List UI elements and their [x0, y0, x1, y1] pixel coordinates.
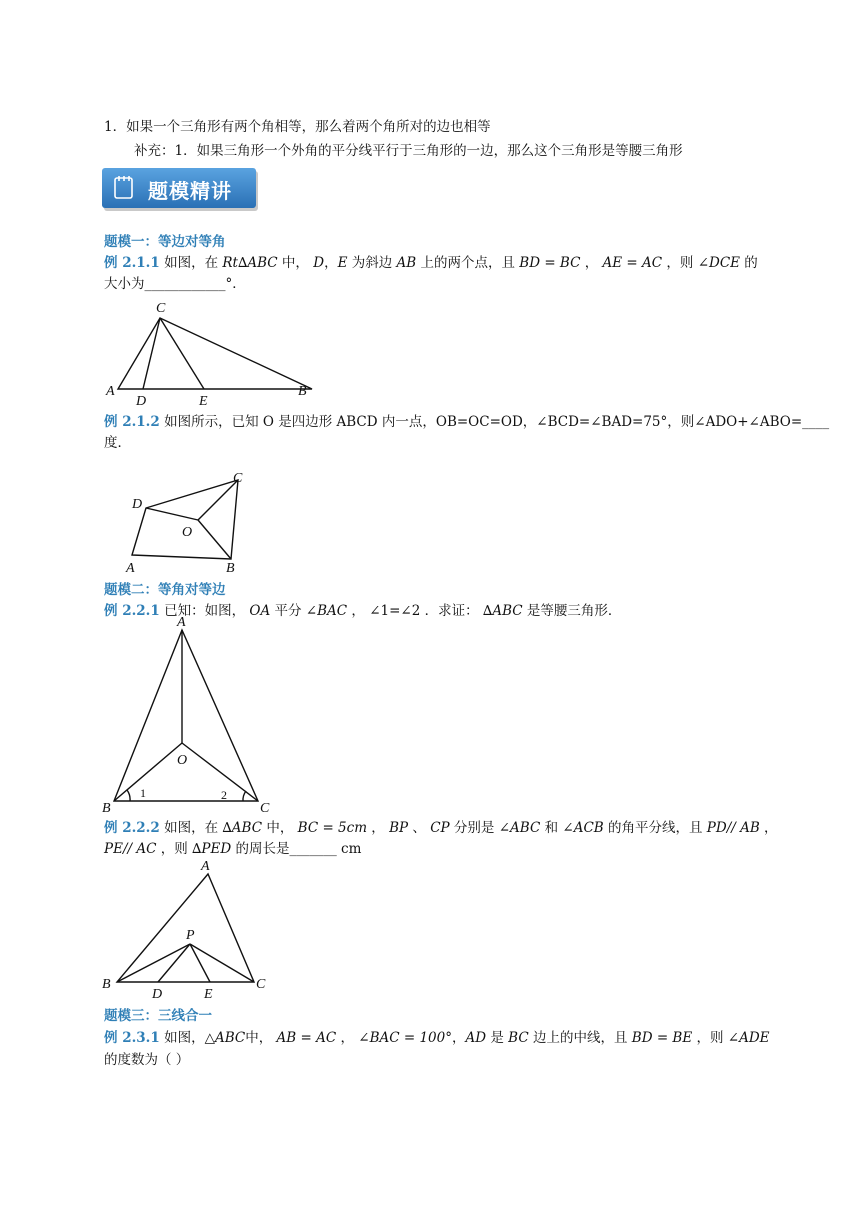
- text: 为斜边: [347, 255, 397, 271]
- label-d: D: [152, 987, 163, 1002]
- text: 的角平分线，且: [603, 820, 707, 836]
- label-o: O: [182, 525, 193, 540]
- section-2-title: 题模二：等角对等边: [104, 582, 226, 598]
- label-1: 1: [140, 786, 146, 800]
- label-a: A: [126, 561, 135, 576]
- text: 如图，在: [159, 820, 223, 836]
- text: 的周长是_______ cm: [231, 841, 362, 857]
- section-3-title: 题模三：三线合一: [104, 1008, 212, 1024]
- example-label: 例 2.1.1: [104, 255, 160, 271]
- text: ，则: [692, 1030, 728, 1046]
- label-a: A: [177, 615, 186, 630]
- math: ∆ABC: [222, 820, 263, 836]
- example-2-1-2: [104, 412, 829, 432]
- text: ，: [336, 1030, 359, 1046]
- figure-2-1-1: [100, 296, 330, 408]
- label-a: A: [201, 859, 210, 874]
- text: 上的两个点，且: [416, 255, 520, 271]
- math: PD// AB: [706, 820, 760, 836]
- section-banner: [102, 168, 256, 208]
- label-c: C: [256, 977, 266, 992]
- text: ，: [759, 820, 778, 836]
- label-b: B: [102, 801, 111, 816]
- text: 是: [486, 1030, 509, 1046]
- text: 平分: [270, 603, 306, 619]
- math: CP: [430, 820, 450, 836]
- example-2-3-1-line2: 的度数为（ ）: [104, 1052, 190, 1068]
- math: ∠DCE: [697, 255, 741, 271]
- text: 中，: [262, 820, 298, 836]
- text: 是等腰三角形．: [522, 603, 622, 619]
- text: 已知：如图，: [159, 603, 250, 619]
- angle-2-arc: [243, 791, 246, 801]
- example-2-3-1: [104, 1028, 770, 1048]
- math: ∠ACB: [562, 820, 604, 836]
- text: 、: [408, 820, 431, 836]
- text: 分别是: [449, 820, 499, 836]
- label-o: O: [177, 753, 188, 768]
- math: ∆PED: [192, 841, 232, 857]
- text: ．求证：: [420, 603, 483, 619]
- notebook-icon: [112, 174, 136, 200]
- math: AE = AC: [602, 255, 663, 271]
- text: ，: [580, 255, 603, 271]
- segment-bp: [117, 944, 190, 982]
- text: 和: [540, 820, 563, 836]
- text: 边上的中线，且: [528, 1030, 632, 1046]
- segment-do: [146, 508, 198, 520]
- label-2: 2: [221, 788, 227, 802]
- label-c: C: [156, 301, 166, 316]
- label-c: C: [233, 471, 243, 486]
- banner-title: 题模精讲: [148, 179, 232, 203]
- angle-1-arc: [127, 790, 130, 801]
- example-2-2-2: [104, 818, 778, 838]
- text: ，: [347, 603, 370, 619]
- text: ，: [367, 820, 390, 836]
- text: ，: [324, 255, 338, 271]
- text: 如图，在: [159, 255, 223, 271]
- segment-oc: [182, 743, 258, 801]
- label-c: C: [260, 801, 270, 816]
- example-label: 例 2.3.1: [104, 1030, 160, 1046]
- math: BD = BC: [519, 255, 581, 271]
- segment-pd: [158, 944, 190, 982]
- math: D: [313, 255, 325, 271]
- label-b: B: [226, 561, 235, 576]
- label-e: E: [204, 987, 213, 1002]
- math: ∠ABC: [498, 820, 541, 836]
- label-b: B: [102, 977, 111, 992]
- math: BC: [508, 1030, 529, 1046]
- quadrilateral-abcd: [132, 480, 238, 559]
- text: ，: [452, 1030, 466, 1046]
- text: ，则: [156, 841, 192, 857]
- text: 中，: [277, 255, 314, 271]
- example-2-1-2-line2: 度．: [104, 435, 131, 451]
- label-d: D: [136, 394, 147, 409]
- example-label: 例 2.2.1: [104, 603, 160, 619]
- math: BP: [389, 820, 409, 836]
- math: ABC: [214, 1030, 246, 1046]
- example-label: 例 2.1.2: [104, 414, 160, 430]
- math: ∠1=∠2: [369, 603, 421, 619]
- math: BD = BE: [631, 1030, 693, 1046]
- label-p: P: [186, 928, 195, 943]
- segment-ob: [198, 520, 231, 559]
- text: ，则: [662, 255, 698, 271]
- math: ∠ADE: [727, 1030, 770, 1046]
- label-d: D: [132, 497, 143, 512]
- math: AB = AC: [276, 1030, 337, 1046]
- figure-2-2-1: [100, 616, 280, 814]
- text: 如图所示，已知 O 是四边形 ABCD 内一点，OB=OC=OD，∠BCD=∠BAD=75°，则∠ADO+∠ABO=____: [159, 414, 830, 430]
- text: 如图，△: [159, 1030, 215, 1046]
- label-a: A: [106, 384, 115, 399]
- triangle-abc: [118, 318, 312, 389]
- example-label: 例 2.2.2: [104, 820, 160, 836]
- example-2-1-1-line2: 大小为____________°．: [104, 276, 246, 292]
- segment-cd: [143, 318, 160, 389]
- math: OA: [249, 603, 271, 619]
- supplement-text: 补充：1．如果三角形一个外角的平分线平行于三角形的一边，那么这个三角形是等腰三角形: [134, 143, 683, 159]
- section-1-title: 题模一：等边对等角: [104, 234, 226, 250]
- math: ∠BAC = 100°: [358, 1030, 452, 1046]
- text: 的: [740, 255, 758, 271]
- text: 中，: [245, 1030, 277, 1046]
- label-b: B: [298, 384, 307, 399]
- figure-2-2-2: [100, 856, 270, 1002]
- math: PE// AC: [104, 841, 157, 857]
- segment-ob: [114, 743, 182, 801]
- math: ∠BAC: [305, 603, 348, 619]
- math: ∆ABC: [482, 603, 523, 619]
- example-2-1-1: [104, 253, 758, 273]
- math: AD: [465, 1030, 487, 1046]
- label-e: E: [199, 394, 208, 409]
- rule-1: 1．如果一个三角形有两个角相等，那么着两个角所对的边也相等: [104, 119, 491, 135]
- triangle-abc: [114, 630, 258, 801]
- figure-2-1-2: [118, 468, 258, 576]
- math: AB: [396, 255, 417, 271]
- math: Rt∆ABC: [222, 255, 278, 271]
- math: E: [337, 255, 348, 271]
- math: BC = 5cm: [297, 820, 368, 836]
